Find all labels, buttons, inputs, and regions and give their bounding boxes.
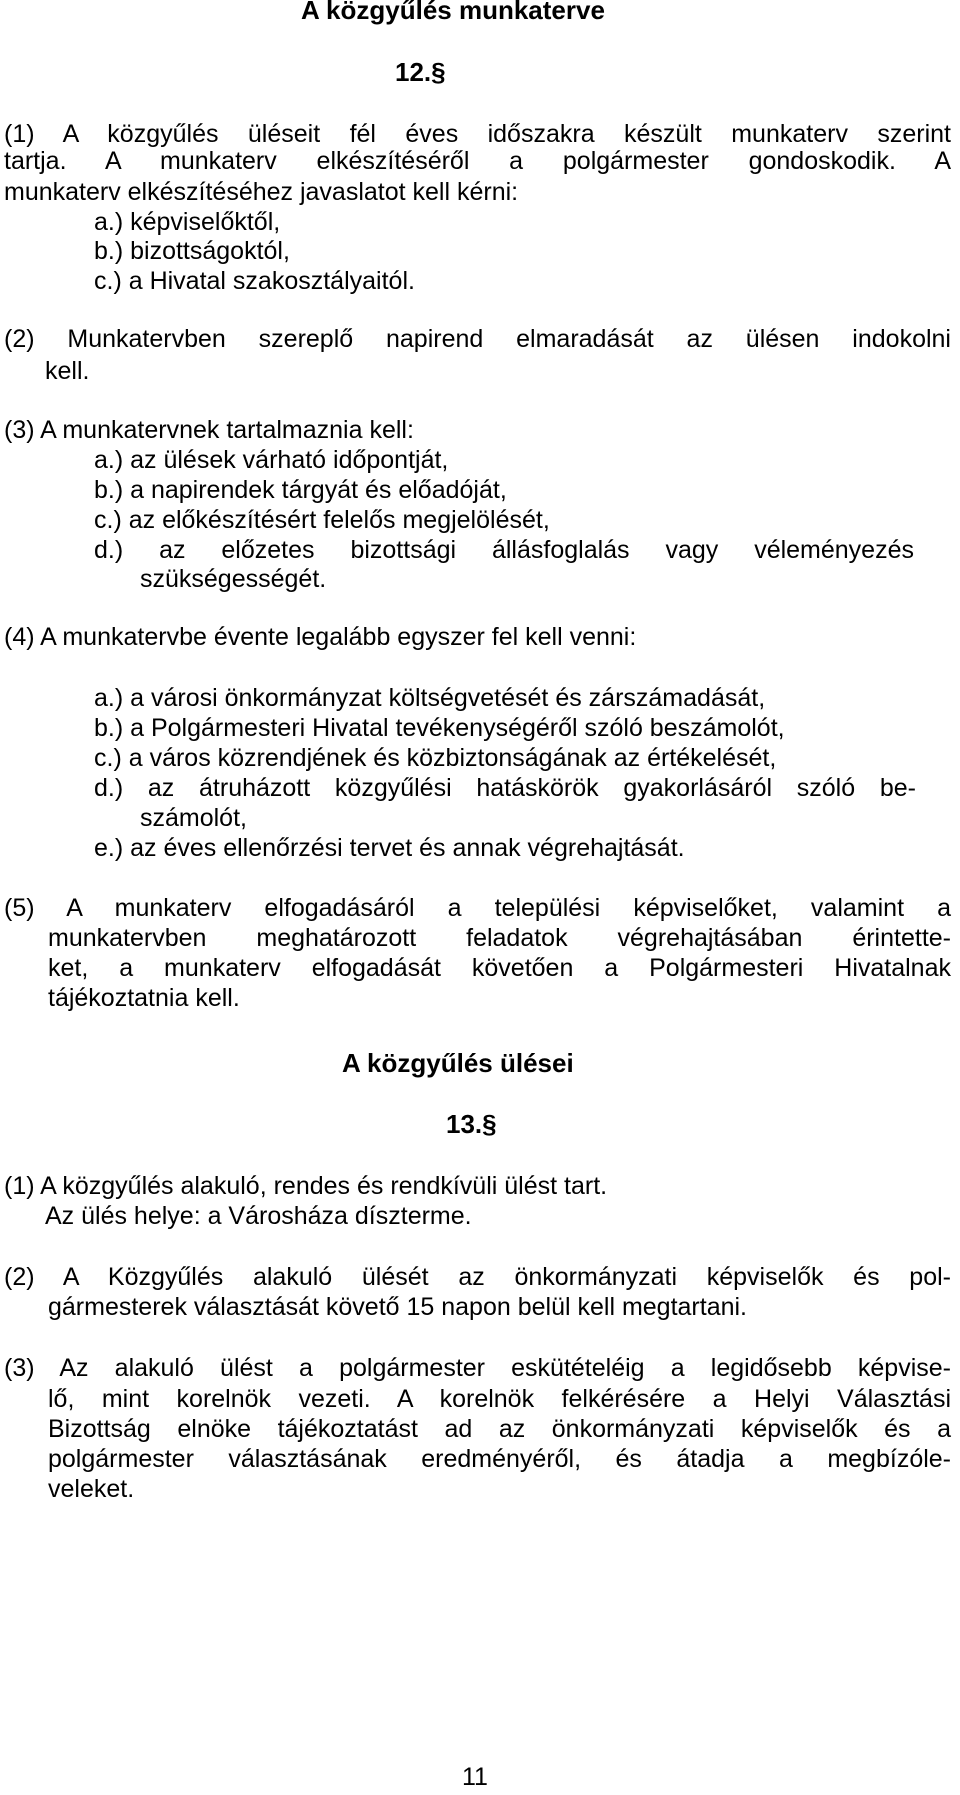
- paragraph-line: kell.: [45, 357, 90, 385]
- section-title-munkaterv: A közgyűlés munkaterve: [301, 0, 605, 25]
- list-item: d.) az átruházott közgyűlési hatáskörök gyakorlásáról szóló be-: [94, 774, 916, 802]
- paragraph-line: (4) A munkatervbe évente legalább egyszer fel kell venni:: [4, 623, 637, 651]
- list-item: c.) az előkészítésért felelős megjelölését,: [94, 506, 550, 534]
- list-item-continuation: szükségességét.: [140, 565, 327, 593]
- list-item: e.) az éves ellenőrzési tervet és annak végrehajtását.: [94, 834, 685, 862]
- list-item: c.) a város közrendjének és közbiztonságának az értékelését,: [94, 744, 777, 772]
- paragraph-line: tartja. A munkaterv elkészítéséről a polgármester gondoskodik. A: [4, 147, 951, 175]
- paragraph-line: gármesterek választását követő 15 napon belül kell megtartani.: [48, 1293, 747, 1321]
- paragraph-line: (2) A Közgyűlés alakuló ülését az önkormányzati képviselők és pol-: [4, 1263, 951, 1291]
- list-item: b.) a Polgármesteri Hivatal tevékenységéről szóló beszámolót,: [94, 714, 785, 742]
- section-number-13: 13.§: [446, 1109, 497, 1139]
- paragraph-line: munkaterv elkészítéséhez javaslatot kell kérni:: [4, 178, 519, 206]
- paragraph-line: (3) A munkatervnek tartalmaznia kell:: [4, 416, 414, 444]
- paragraph-line: (2) Munkatervben szereplő napirend elmaradását az ülésen indokolni: [4, 325, 951, 353]
- list-item: a.) a városi önkormányzat költségvetését és zárszámadását,: [94, 684, 766, 712]
- paragraph-line: (1) A közgyűlés üléseit fél éves időszakra készült munkaterv szerint: [4, 120, 951, 148]
- paragraph-line: (1) A közgyűlés alakuló, rendes és rendkívüli ülést tart.: [4, 1172, 608, 1200]
- paragraph-line: Az ülés helye: a Városháza díszterme.: [45, 1202, 472, 1230]
- list-item: a.) az ülések várható időpontját,: [94, 446, 449, 474]
- paragraph-line: (5) A munkaterv elfogadásáról a települési képviselőket, valamint a: [4, 894, 951, 922]
- paragraph-line: Bizottság elnöke tájékoztatást ad az önkormányzati képviselők és a: [48, 1415, 951, 1443]
- paragraph-line: tájékoztatnia kell.: [48, 984, 240, 1012]
- section-number-12: 12.§: [395, 57, 446, 87]
- paragraph-line: polgármester választásának eredményéről, és átadja a megbízóle-: [48, 1445, 951, 1473]
- list-item: b.) a napirendek tárgyát és előadóját,: [94, 476, 507, 504]
- paragraph-line: (3) Az alakuló ülést a polgármester eskütételéig a legidősebb képvise-: [4, 1354, 951, 1382]
- paragraph-line: veleket.: [48, 1475, 135, 1503]
- list-item-continuation: számolót,: [140, 804, 247, 832]
- list-item: d.) az előzetes bizottsági állásfoglalás vagy véleményezés: [94, 536, 914, 564]
- list-item: b.) bizottságoktól,: [94, 237, 290, 265]
- list-item: c.) a Hivatal szakosztályaitól.: [94, 267, 415, 295]
- paragraph-line: munkatervben meghatározott feladatok végrehajtásában érintette-: [48, 924, 951, 952]
- page-number: 11: [462, 1763, 488, 1791]
- paragraph-line: lő, mint korelnök vezeti. A korelnök felkérésére a Helyi Választási: [48, 1385, 951, 1413]
- list-item: a.) képviselőktől,: [94, 208, 281, 236]
- section-title-ulesei: A közgyűlés ülései: [342, 1048, 574, 1078]
- paragraph-line: ket, a munkaterv elfogadását követően a Polgármesteri Hivatalnak: [48, 954, 951, 982]
